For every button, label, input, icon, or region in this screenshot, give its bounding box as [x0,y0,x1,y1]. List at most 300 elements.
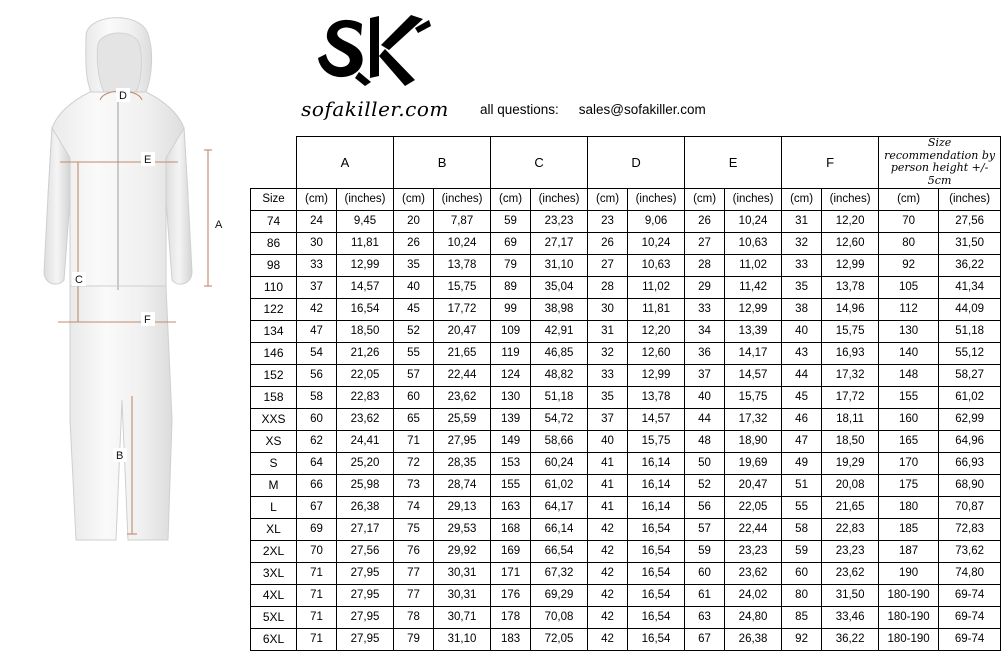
measurement-cell: 22,83 [822,518,879,540]
measurement-cell: 52 [394,320,434,342]
measurement-cell: 15,75 [725,386,782,408]
measurement-cell: 40 [782,320,822,342]
contact-block [480,102,840,117]
brand-domain: sofakiller.com [301,97,449,121]
measurement-cell: 20,08 [822,474,879,496]
measurement-cell: 40 [685,386,725,408]
table-row [251,518,1001,540]
measurement-cell: 155 [879,386,939,408]
sk-monogram-logo [250,12,500,95]
measurement-cell: 16,54 [628,562,685,584]
measurement-cell: 29,13 [434,496,491,518]
measurement-cell: 42 [588,584,628,606]
measurement-cell: 60 [297,408,337,430]
measurement-cell: 12,99 [725,298,782,320]
measurement-cell: 92 [782,628,822,650]
measurement-cell: 79 [394,628,434,650]
measurement-cell: 69-74 [939,606,1001,628]
measurement-cell: 20,47 [434,320,491,342]
measurement-cell: 36 [685,342,725,364]
measurement-cell: 25,20 [337,452,394,474]
measurement-cell: 23,62 [337,408,394,430]
measurement-cell: 69,29 [531,584,588,606]
measurement-cell: 65 [394,408,434,430]
measurement-cell: 10,24 [434,232,491,254]
measurement-cell: 34 [685,320,725,342]
measurement-cell: 33,46 [822,606,879,628]
measurement-cell: 18,90 [725,430,782,452]
measurement-cell: 155 [491,474,531,496]
table-group-header-row [251,137,1001,189]
measurement-cell: 28 [588,276,628,298]
measurement-cell: 19,29 [822,452,879,474]
measurement-cell: 170 [879,452,939,474]
measurement-cell: 55 [782,496,822,518]
label-D: D [119,90,127,102]
measurement-cell: 66 [297,474,337,496]
measurement-cell: 16,54 [628,606,685,628]
measurement-cell: 13,39 [725,320,782,342]
measurement-cell: 59 [685,540,725,562]
measurement-cell: 47 [782,430,822,452]
measurement-cell: 46 [782,408,822,430]
measurement-cell: 27,95 [337,628,394,650]
measurement-cell: 16,54 [337,298,394,320]
left-sleeve [44,128,70,284]
size-label-cell: 4XL [251,584,297,606]
measurement-cell: 58 [297,386,337,408]
measurement-cell: 148 [879,364,939,386]
measurement-cell: 10,24 [628,232,685,254]
measurement-cell: 163 [491,496,531,518]
measurement-cell: 149 [491,430,531,452]
measurement-cell: 13,78 [434,254,491,276]
measurement-cell: 140 [879,342,939,364]
measurement-cell: 14,57 [628,408,685,430]
table-body [251,210,1001,650]
measurement-cell: 64,17 [531,496,588,518]
measurement-cell: 12,99 [337,254,394,276]
unit-header-b-cm: (cm) [394,188,434,210]
unit-header-e-cm: (cm) [685,188,725,210]
measurement-cell: 16,14 [628,474,685,496]
measurement-cell: 10,24 [725,210,782,232]
size-label-cell: S [251,452,297,474]
measurement-cell: 11,81 [337,232,394,254]
measurement-cell: 56 [685,496,725,518]
measurement-cell: 16,93 [822,342,879,364]
measurement-cell: 89 [491,276,531,298]
size-label-cell: 122 [251,298,297,320]
measurement-cell: 60 [394,386,434,408]
measurement-cell: 42 [588,606,628,628]
measurement-cell: 16,54 [628,628,685,650]
measurement-cell: 21,65 [434,342,491,364]
table-row [251,452,1001,474]
measurement-cell: 27,56 [939,210,1001,232]
measurement-cell: 71 [394,430,434,452]
measurement-cell: 69 [297,518,337,540]
measurement-cell: 26 [588,232,628,254]
table-row [251,540,1001,562]
measurement-cell: 27,17 [531,232,588,254]
measurement-cell: 30,71 [434,606,491,628]
measurement-cell: 15,75 [434,276,491,298]
measurement-cell: 22,44 [434,364,491,386]
measurement-cell: 31 [588,320,628,342]
measurement-cell: 31,50 [939,232,1001,254]
unit-header-a-in: (inches) [337,188,394,210]
measurement-cell: 51 [782,474,822,496]
table-row [251,628,1001,650]
measurement-cell: 25,98 [337,474,394,496]
size-label-cell: 6XL [251,628,297,650]
measurement-cell: 42 [297,298,337,320]
measurement-cell: 50 [685,452,725,474]
label-A: A [215,219,223,231]
measurement-cell: 75 [394,518,434,540]
measurement-cell: 112 [879,298,939,320]
measurement-cell: 187 [879,540,939,562]
measurement-cell: 60 [782,562,822,584]
measurement-cell: 9,06 [628,210,685,232]
measurement-cell: 23,62 [725,562,782,584]
table-row [251,430,1001,452]
label-F: F [144,314,151,326]
measurement-cell: 178 [491,606,531,628]
measurement-cell: 72,05 [531,628,588,650]
measurement-cell: 36,22 [822,628,879,650]
size-label-cell: 158 [251,386,297,408]
measurement-cell: 130 [491,386,531,408]
measurement-cell: 92 [879,254,939,276]
measurement-cell: 13,78 [628,386,685,408]
unit-header-c-in: (inches) [531,188,588,210]
table-row [251,232,1001,254]
measurement-cell: 11,81 [628,298,685,320]
label-B: B [116,450,124,462]
measurement-cell: 26 [685,210,725,232]
height-recommendation-header: Size recommendation by person height +/- 5cm [879,137,1001,189]
sk-logo-icon [315,12,435,90]
measurement-cell: 11,02 [725,254,782,276]
size-label-cell: 152 [251,364,297,386]
measurement-cell: 119 [491,342,531,364]
measurement-cell: 18,50 [337,320,394,342]
measurement-cell: 42 [588,628,628,650]
group-header-blank [251,137,297,189]
unit-header-b-in: (inches) [434,188,491,210]
measurement-cell: 168 [491,518,531,540]
measurement-cell: 180-190 [879,584,939,606]
group-header-A: A [297,137,394,189]
measurement-cell: 17,32 [822,364,879,386]
measurement-cell: 35 [782,276,822,298]
table-row [251,474,1001,496]
measurement-cell: 66,14 [531,518,588,540]
measurement-cell: 33 [685,298,725,320]
measurement-cell: 55,12 [939,342,1001,364]
measurement-cell: 12,60 [628,342,685,364]
measurement-cell: 73,62 [939,540,1001,562]
measurement-cell: 44 [782,364,822,386]
measurement-cell: 74,80 [939,562,1001,584]
measurement-cell: 20,47 [725,474,782,496]
measurement-cell: 54 [297,342,337,364]
measurement-cell: 11,42 [725,276,782,298]
measurement-cell: 22,05 [337,364,394,386]
group-header-C: C [491,137,588,189]
measurement-cell: 31,10 [434,628,491,650]
measurement-cell: 31,50 [822,584,879,606]
table-row [251,320,1001,342]
measurement-cell: 78 [394,606,434,628]
measurement-cell: 71 [297,606,337,628]
contact-email[interactable]: sales@sofakiller.com [578,102,706,117]
unit-header-d-cm: (cm) [588,188,628,210]
measurement-cell: 42,91 [531,320,588,342]
measurement-cell: 16,14 [628,496,685,518]
measurement-cell: 51,18 [531,386,588,408]
measurement-cell: 33 [588,364,628,386]
measurement-cell: 30 [588,298,628,320]
measurement-cell: 17,32 [725,408,782,430]
measurement-cell: 185 [879,518,939,540]
measurement-cell: 26 [394,232,434,254]
measurement-cell: 59 [782,540,822,562]
measurement-cell: 70,08 [531,606,588,628]
measurement-cell: 28,74 [434,474,491,496]
table-row [251,386,1001,408]
measurement-cell: 70,87 [939,496,1001,518]
measurement-cell: 85 [782,606,822,628]
measurement-cell: 68,90 [939,474,1001,496]
measurement-cell: 41 [588,474,628,496]
measurement-cell: 41,34 [939,276,1001,298]
table-row [251,562,1001,584]
table-header [251,137,1001,211]
measurement-cell: 23,23 [725,540,782,562]
unit-header-rec-in: (inches) [939,188,1001,210]
measurement-cell: 12,99 [628,364,685,386]
measurement-cell: 183 [491,628,531,650]
measurement-cell: 32 [782,232,822,254]
unit-header-c-cm: (cm) [491,188,531,210]
measurement-cell: 31 [782,210,822,232]
unit-header-f-in: (inches) [822,188,879,210]
table-unit-header-row [251,188,1001,210]
measurement-cell: 27,56 [337,540,394,562]
measurement-cell: 171 [491,562,531,584]
measurement-cell: 24,80 [725,606,782,628]
measurement-cell: 35 [588,386,628,408]
measurement-cell: 23,62 [822,562,879,584]
measurement-cell: 109 [491,320,531,342]
table-row [251,606,1001,628]
size-label-cell: XS [251,430,297,452]
group-header-F: F [782,137,879,189]
measurement-cell: 43 [782,342,822,364]
measurement-cell: 66,93 [939,452,1001,474]
measurement-cell: 176 [491,584,531,606]
measurement-cell: 16,54 [628,518,685,540]
measurement-cell: 64,96 [939,430,1001,452]
measurement-cell: 12,20 [628,320,685,342]
measurement-cell: 55 [394,342,434,364]
measurement-cell: 58 [782,518,822,540]
unit-header-f-cm: (cm) [782,188,822,210]
measurement-cell: 77 [394,562,434,584]
measurement-cell: 27,95 [337,606,394,628]
brand-block [250,8,500,133]
measurement-cell: 12,60 [822,232,879,254]
unit-header-size: Size [251,188,297,210]
measurement-cell: 44 [685,408,725,430]
measurement-cell: 70 [297,540,337,562]
measurement-cell: 71 [297,562,337,584]
measurement-cell: 58,27 [939,364,1001,386]
measurement-cell: 56 [297,364,337,386]
measurement-cell: 44,09 [939,298,1001,320]
size-label-cell: XL [251,518,297,540]
measurement-cell: 130 [879,320,939,342]
measurement-cell: 29 [685,276,725,298]
measurement-cell: 21,65 [822,496,879,518]
measurement-cell: 61 [685,584,725,606]
size-chart-table-wrapper [250,136,995,651]
measurement-cell: 15,75 [822,320,879,342]
measurement-cell: 16,14 [628,452,685,474]
size-label-cell: 2XL [251,540,297,562]
table-row [251,408,1001,430]
size-label-cell: 98 [251,254,297,276]
measurement-cell: 72,83 [939,518,1001,540]
measurement-cell: 26,38 [337,496,394,518]
measurement-cell: 11,02 [628,276,685,298]
measurement-cell: 67,32 [531,562,588,584]
measurement-cell: 7,87 [434,210,491,232]
unit-header-a-cm: (cm) [297,188,337,210]
measurement-cell: 22,05 [725,496,782,518]
measurement-cell: 27 [588,254,628,276]
measurement-cell: 37 [297,276,337,298]
measurement-cell: 17,72 [822,386,879,408]
measurement-cell: 180-190 [879,606,939,628]
measurement-cell: 15,75 [628,430,685,452]
measurement-cell: 27,95 [337,562,394,584]
measurement-cell: 72 [394,452,434,474]
measurement-cell: 23 [588,210,628,232]
measurement-cell: 80 [782,584,822,606]
measurement-cell: 62 [297,430,337,452]
measurement-cell: 30 [297,232,337,254]
contact-label: all questions: [480,102,559,117]
table-row [251,276,1001,298]
measurement-cell: 30,31 [434,562,491,584]
measurement-cell: 29,53 [434,518,491,540]
measurement-cell: 175 [879,474,939,496]
measurement-cell: 71 [297,584,337,606]
measurement-cell: 10,63 [725,232,782,254]
onesie-measurement-diagram [0,0,250,584]
size-label-cell: 74 [251,210,297,232]
measurement-cell: 19,69 [725,452,782,474]
measurement-cell: 51,18 [939,320,1001,342]
label-C: C [75,274,83,286]
measurement-cell: 14,17 [725,342,782,364]
measurement-cell: 42 [588,540,628,562]
measurement-cell: 76 [394,540,434,562]
table-row [251,298,1001,320]
measurement-cell: 52 [685,474,725,496]
measurement-cell: 45 [782,386,822,408]
measurement-cell: 99 [491,298,531,320]
measurement-cell: 40 [394,276,434,298]
measurement-cell: 33 [297,254,337,276]
measurement-cell: 70 [879,210,939,232]
measurement-cell: 29,92 [434,540,491,562]
measurement-cell: 23,23 [822,540,879,562]
measurement-cell: 20 [394,210,434,232]
measurement-cell: 14,96 [822,298,879,320]
measurement-cell: 22,83 [337,386,394,408]
measurement-cell: 14,57 [337,276,394,298]
measurement-cell: 63 [685,606,725,628]
table-row [251,210,1001,232]
measurement-cell: 79 [491,254,531,276]
measurement-cell: 61,02 [939,386,1001,408]
measurement-cell: 67 [297,496,337,518]
measurement-cell: 80 [879,232,939,254]
measurement-cell: 37 [588,408,628,430]
measurement-cell: 16,54 [628,540,685,562]
size-label-cell: 110 [251,276,297,298]
measurement-cell: 23,23 [531,210,588,232]
measurement-cell: 41 [588,496,628,518]
size-label-cell: 3XL [251,562,297,584]
measurement-cell: 14,57 [725,364,782,386]
measurement-cell: 30,31 [434,584,491,606]
size-label-cell: 146 [251,342,297,364]
measurement-cell: 23,62 [434,386,491,408]
measurement-cell: 36,22 [939,254,1001,276]
measurement-cell: 69-74 [939,628,1001,650]
size-label-cell: XXS [251,408,297,430]
group-header-E: E [685,137,782,189]
measurement-cell: 67 [685,628,725,650]
measurement-cell: 46,85 [531,342,588,364]
measurement-cell: 16,54 [628,584,685,606]
legs-shape [70,286,172,540]
measurement-cell: 77 [394,584,434,606]
measurement-cell: 18,50 [822,430,879,452]
table-row [251,584,1001,606]
measurement-cell: 35 [394,254,434,276]
measurement-cell: 180 [879,496,939,518]
unit-header-rec-cm: (cm) [879,188,939,210]
measurement-cell: 31,10 [531,254,588,276]
size-label-cell: 134 [251,320,297,342]
measurement-cell: 18,11 [822,408,879,430]
measurement-cell: 35,04 [531,276,588,298]
measurement-cell: 71 [297,628,337,650]
measurement-cell: 17,72 [434,298,491,320]
measurement-cell: 62,99 [939,408,1001,430]
unit-header-d-in: (inches) [628,188,685,210]
measurement-cell: 60 [685,562,725,584]
measurement-cell: 49 [782,452,822,474]
measurement-cell: 169 [491,540,531,562]
